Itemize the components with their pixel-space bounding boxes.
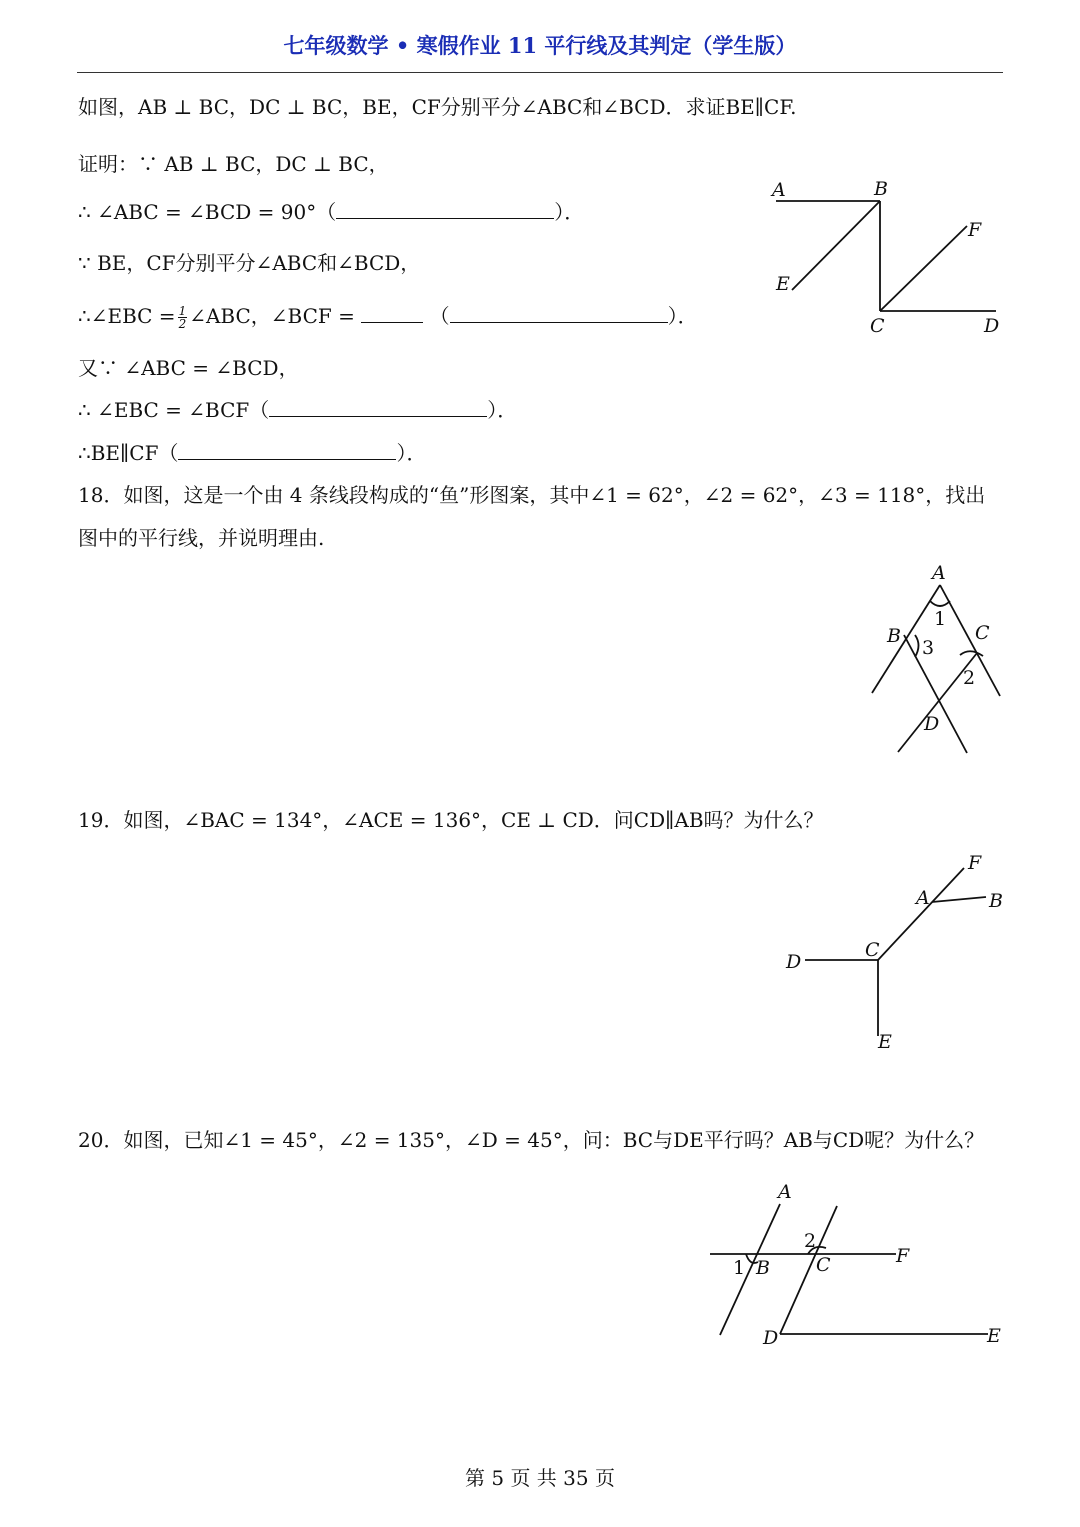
angle-3-arc <box>915 635 919 657</box>
segment-BE <box>792 201 880 290</box>
q17-proof-line-4-paren: （ <box>429 304 450 328</box>
label-F: F <box>968 852 982 874</box>
label-B: B <box>874 178 888 200</box>
answer-blank[interactable] <box>178 441 396 460</box>
q17-proof-line-7-end: ）． <box>396 441 427 465</box>
q17-proof-line-7 <box>78 440 426 466</box>
q17-proof-line-3: ∵ BE，CF分别平分∠ABC和∠BCD， <box>78 251 421 275</box>
q17-proof-line-2-end: ）． <box>554 200 585 224</box>
q19-text: 19．如图，∠BAC = 134°，∠ACE = 136°，CE ⊥ CD．问CD∥AB吗？为什么？ <box>78 808 824 832</box>
q18-figure <box>860 555 1020 765</box>
q18-text-line-2: 图中的平行线，并说明理由. <box>78 526 325 550</box>
fraction-one-half <box>178 305 188 330</box>
q17-proof-line-4-text: ∴∠EBC = <box>78 304 176 328</box>
angle-3-label: 3 <box>922 637 935 659</box>
label-F: F <box>968 219 982 241</box>
answer-blank[interactable] <box>450 304 668 323</box>
q17-proof-line-2 <box>78 199 584 225</box>
label-F: F <box>896 1245 910 1267</box>
label-B: B <box>887 625 901 647</box>
q17-proof-line-4 <box>78 303 698 330</box>
label-C: C <box>870 315 885 337</box>
q17-proof-line-6-end: ）． <box>487 398 518 422</box>
label-D: D <box>763 1327 779 1349</box>
q17-proof-line-6 <box>78 397 517 423</box>
q17-proof-line-4-mid: ∠ABC，∠BCF = <box>189 304 355 328</box>
q19-figure <box>780 850 1020 1060</box>
page-title: 七年级数学 • 寒假作业 11 平行线及其判定（学生版） <box>283 33 797 58</box>
label-C: C <box>865 939 880 961</box>
angle-2-label: 2 <box>963 667 976 689</box>
q17-proof-line-6-text: ∴ ∠EBC = ∠BCF（ <box>78 398 270 422</box>
label-A: A <box>916 887 930 909</box>
segment-BD <box>904 635 967 753</box>
q20-figure <box>700 1170 1020 1360</box>
label-A: A <box>778 1181 792 1203</box>
angle-1-label: 1 <box>934 608 947 630</box>
q17-proof-line-2-text: ∴ ∠ABC = ∠BCD = 90°（ <box>78 200 337 224</box>
answer-blank[interactable] <box>336 200 554 219</box>
label-D: D <box>984 315 1000 337</box>
page-number-footer: 第 5 页 共 35 页 <box>465 1466 615 1490</box>
angle-2-arc <box>960 651 983 656</box>
angle-1-arc <box>930 601 950 606</box>
label-A: A <box>772 179 786 201</box>
q17-proof-line-1: 证明：∵ AB ⊥ BC，DC ⊥ BC， <box>78 152 389 176</box>
label-E: E <box>987 1325 1001 1347</box>
q18-text-line-1: 18．如图，这是一个由 4 条线段构成的“鱼”形图案，其中∠1 = 62°，∠2 = 62°，∠3 = 118°，找出 <box>78 483 986 507</box>
fraction-numerator: 1 <box>178 304 187 318</box>
angle-1-label: 1 <box>733 1257 746 1279</box>
label-C: C <box>975 622 990 644</box>
answer-blank[interactable] <box>361 304 423 323</box>
segment-AB <box>932 897 986 902</box>
segment-CF <box>880 226 967 311</box>
fraction-denominator: 2 <box>178 317 187 331</box>
q17-stem: 如图，AB ⊥ BC，DC ⊥ BC，BE，CF分别平分∠ABC和∠BCD．求证BE∥CF. <box>78 95 797 119</box>
label-D: D <box>924 713 940 735</box>
q17-proof-line-5: 又∵ ∠ABC = ∠BCD， <box>78 356 299 380</box>
answer-blank[interactable] <box>269 398 487 417</box>
label-C: C <box>816 1254 831 1276</box>
label-D: D <box>786 951 802 973</box>
label-B: B <box>989 890 1003 912</box>
q17-proof-line-7-text: ∴BE∥CF（ <box>78 441 179 465</box>
q17-proof-line-4-end: ）． <box>667 304 698 328</box>
label-A: A <box>932 562 946 584</box>
q20-text: 20．如图，已知∠1 = 45°，∠2 = 135°，∠D = 45°，问：BC与DE平行吗？AB与CD呢？为什么？ <box>78 1128 985 1152</box>
label-B: B <box>756 1257 770 1279</box>
angle-2-label: 2 <box>804 1230 817 1252</box>
q17-figure <box>760 170 1020 350</box>
title-divider <box>77 72 1003 73</box>
segment-CF <box>878 868 964 960</box>
label-E: E <box>776 273 790 295</box>
label-E: E <box>878 1031 892 1053</box>
segment-AB <box>720 1204 780 1335</box>
